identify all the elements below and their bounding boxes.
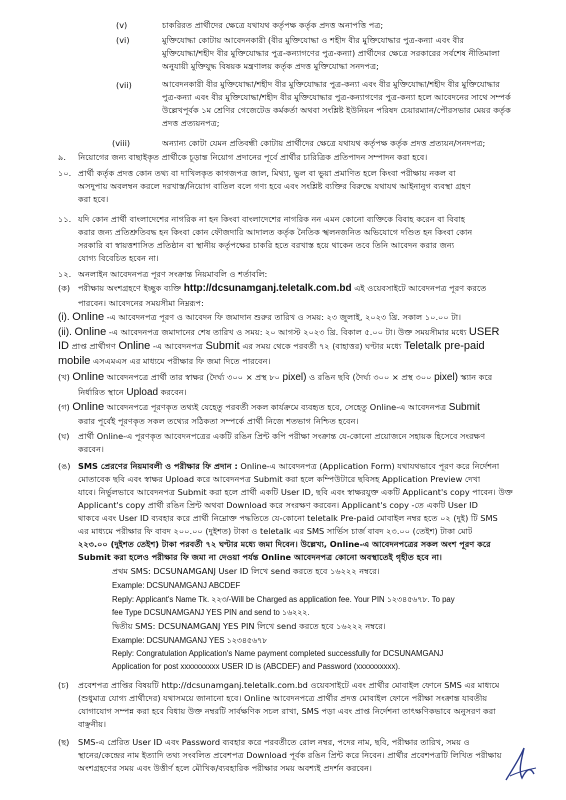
sec-ng-line7: ২২৩.০০ (দুইশত তেইশ) টাকা পরবর্তী ৭২ ঘণ্টার মধ্যে জমা দিবেন। উল্লেখ্য, Online-এ আবেদনপত্রের সকল অংশ পূরণ করে xyxy=(78,539,491,549)
first-sms: প্রথম SMS: DCSUNAMGANJ User ID লিখে send করতে হবে ১৬২২২ নম্বরে। xyxy=(112,566,380,576)
sec-chh-label: (ছ) xyxy=(58,737,70,747)
sec-kh-px2: pixel) xyxy=(434,372,458,383)
sec-k-ii-l2b: প্রাপ্ত প্রার্থীগণ xyxy=(71,341,116,351)
sec-ng-label: (ঙ) xyxy=(58,461,71,471)
sec-kh-l2a: নির্ধারিত স্থানে xyxy=(78,387,124,397)
sec-chh-line3: অংশগ্রহণের সময় এবং উত্তীর্ণ হলে মৌখিক/ব্যবহারিক পরীক্ষার সময় অবশ্যই প্রদর্শন করবেন। xyxy=(78,763,372,773)
sec-k-line1-pre: পরীক্ষায় অংশগ্রহণে ইচ্ছুক ব্যক্তি xyxy=(78,283,182,293)
item-vi-line2: মুক্তিযোদ্ধা/শহীদ বীর মুক্তিযোদ্ধার পুত্র-কন্যাগণের পুত্র-কন্যা) প্রার্থীদের ক্ষেত্রে সরকারের সর্বশেষ নীতিমালা xyxy=(162,48,500,58)
sec-ng-line3: যাবে। নির্ভুলভাবে আবেদনপত্র Submit করা হলে প্রার্থী একটি User ID, ছবি এবং স্বাক্ষরযুক্ত একটি Applicant's copy পাবেন। উক্ত xyxy=(78,487,513,497)
reply-2a: Reply: Congratulation Application's Name payment completed successfully for DCSUNAMGANJ xyxy=(112,649,444,658)
sec-kh-l1b: ও রঙিন ছবি (দৈর্ঘ্য ৩০০ × প্রস্থ ৩০০ xyxy=(309,372,432,382)
sec-g-submit: Submit xyxy=(448,402,480,413)
signature-mark xyxy=(500,740,540,788)
sec-k-line1-post: এই ওয়েবসাইটে আবেদনপত্র পূরণ করতে xyxy=(354,283,487,293)
sec-k-ii-id: ID xyxy=(58,341,69,352)
item-v-text: চাকরিরত প্রার্থীদের ক্ষেত্রে যথাযথ কর্তৃপক্ষ কর্তৃক প্রদত্ত অনাপত্তি পত্র; xyxy=(162,20,384,30)
item-vii-line4: প্রদত্ত প্রত্যয়নপত্র; xyxy=(162,118,220,128)
sec-kh-upload: Upload xyxy=(126,387,159,398)
sec-ch-line3: যোগাযোগ সম্পন্ন করা হবে বিধায় উক্ত নম্বরটি সার্বক্ষণিক সচল রাখা, SMS পড়া এবং প্রাপ্ত নির্দেশনা তাৎক্ষণিকভাবে অনুসরণ করা xyxy=(78,706,496,716)
sec-chh-line2: স্থানের/কেন্দ্রের নাম ইত্যাদি তথ্য সংবলিত প্রবেশপত্র Download পূর্বক রঙিন প্রিন্ট করে নিবেন। প্রার্থীর প্রবেশপত্রটি লিখিত পরীক্ষায় xyxy=(78,750,502,760)
sec-kh-px1: pixel) xyxy=(282,372,307,383)
sec-ng-heading: SMS প্রেরণের নিয়মাবলী ও পরীক্ষার ফি প্রদান : xyxy=(78,461,238,471)
item-11-label: ১১. xyxy=(58,214,72,224)
item-vii-label: (vii) xyxy=(116,80,132,90)
item-vi-label: (vi) xyxy=(116,35,130,45)
item-10-line3: করা হবে। xyxy=(78,194,109,204)
sec-g-label: (গ) xyxy=(58,402,70,412)
example-2: Example: DCSUNAMGANJ YES ১২৩৪৫৬৭৮ xyxy=(112,636,268,645)
reply-2b: Application for post xxxxxxxxxx USER ID is (ABCDEF) and Password (xxxxxxxxxx). xyxy=(112,662,401,671)
sec-k-i-text: -এ আবেদনপত্র পূরণ ও আবেদন ফি জমাদান শুরুর তারিখ ও সময়: ২৩ জুলাই, ২০২৩ খ্রি. সকাল ১০.০০ টা। xyxy=(106,312,462,322)
sec-k-ii-l2d: -এ আবেদনপত্র xyxy=(152,341,203,351)
item-v-label: (v) xyxy=(116,20,128,30)
sec-gh-l1: প্রার্থী Online-এ পূরণকৃত আবেদনপত্রের একটি রঙিন প্রিন্ট কপি পরীক্ষা সংক্রান্ত যে-কোনো প্রয়োজনে সহায়ক হিসেবে সংরক্ষণ xyxy=(78,431,486,441)
item-10-line1: প্রার্থী কর্তৃক প্রদত্ত কোন তথ্য বা দাখিলকৃত কাগজপত্র জাল, মিথ্যা, ভুল বা ভুয়া প্রমাণিত হলে কিংবা পরীক্ষায় নকল বা xyxy=(78,168,456,178)
item-vii-line1: আবেদনকারী বীর মুক্তিযোদ্ধা/শহীদ বীর মুক্তিযোদ্ধার পুত্র-কন্যা এবং বীর মুক্তিযোদ্ধা/শহীদ বীর মুক্তিযোদ্ধার xyxy=(162,79,500,89)
sec-k-ii-l3b: এসএমএস এর মাধ্যমে পরীক্ষার ফি জমা দিতে পারবেন। xyxy=(93,356,271,366)
example-1: Example: DCSUNAMGANJ ABCDEF xyxy=(112,581,241,590)
website-url[interactable]: http://dcsunamganj.teletalk.com.bd xyxy=(183,283,352,294)
sec-ng-line4: Applicant's copy প্রার্থী রঙিন প্রিন্ট অথবা Download করে সংরক্ষণ করবেন। Applicant's copy -তে একটি User ID xyxy=(78,500,478,510)
reply-1a: Reply: Applicant's Name Tk. ২২৩/-Will be Charged as application fee. Your PIN ১২৩৪৫৬৭৮. To pay xyxy=(112,595,455,604)
sec-kh-l1: আবেদনপত্রে প্রার্থী তার স্বাক্ষর (দৈর্ঘ্য ৩০০ × প্রস্থ ৮০ xyxy=(106,372,280,382)
sec-g-l1a: আবেদনপত্রে পূরণকৃত তথ্যই যেহেতু পরবর্তী সকল কার্যক্রমে ব্যবহৃত হবে, সেহেতু Online-এ আবেদনপত্র xyxy=(106,402,447,412)
sec-k-ii-l2c: Online xyxy=(118,341,151,352)
item-9-label: ৯. xyxy=(58,152,66,162)
sec-k-i-online: Online xyxy=(72,312,105,323)
sec-k-ii-l2f: এর সময় থেকে পরবর্তী ৭২ (বাহাত্তর) ঘণ্টার মধ্যে xyxy=(242,341,402,351)
item-vii-line2: পুত্র-কন্যা এবং বীর মুক্তিযোদ্ধা/শহীদ বীর মুক্তিযোদ্ধার পুত্র-কন্যাগণের পুত্র-কন্যা হলে আবেদনের সাথে সম্পর্ক xyxy=(162,92,511,102)
reply-1b: fee Type DCSUNAMGANJ YES PIN and send to ১৬২২২. xyxy=(112,608,310,617)
sec-ng-line1: Online-এ আবেদনপত্র (Application Form) যথাযথভাবে পূরণ করে নির্দেশনা xyxy=(240,461,500,471)
item-vi-line3: অনুযায়ী মুক্তিযুদ্ধ বিষয়ক মন্ত্রণালয় কর্তৃক প্রদত্ত মুক্তিযোদ্ধা সনদপত্র; xyxy=(162,61,379,71)
sec-gh-label: (ঘ) xyxy=(58,431,70,441)
sec-ng-line8: Submit করা হলেও পরীক্ষার ফি জমা না দেওয়া পর্যন্ত Online আবেদনপত্র কোনো অবস্থাতেই গৃহীত হবে না। xyxy=(78,552,442,562)
item-12-text: অনলাইন আবেদনপত্র পূরণ সংক্রান্ত নিয়মাবলি ও শর্তাবলি: xyxy=(78,269,268,279)
sec-ch-line1: প্রবেশপত্র প্রাপ্তির বিষয়টি http://dcsunamganj.teletalk.com.bd ওয়েবসাইটে এবং প্রার্থীর মোবাইল ফোনে SMS এর মাধ্যমে xyxy=(78,680,500,690)
sec-kh-online: Online xyxy=(72,372,105,383)
sec-kh-l2b: করবেন। xyxy=(160,387,187,397)
item-11-line2: করার জন্য প্রতিশ্রুতিবদ্ধ হন কিংবা কোন ফৌজদারি আদালত কর্তৃক নৈতিক স্খলনজনিত অভিযোগে দণ্ডিত হন কিংবা কোন xyxy=(78,227,473,237)
sec-ch-line4: বাঞ্ছনীয়। xyxy=(78,719,106,729)
sec-k-ii-userid: USER xyxy=(468,327,500,338)
item-viii-label: (viii) xyxy=(112,138,131,148)
sec-kh-label: (খ) xyxy=(58,372,70,382)
item-vi-line1: মুক্তিযোদ্ধা কোটায় আবেদনকারী (বীর মুক্তিযোদ্ধা ও শহীদ বীর মুক্তিযোদ্ধার পুত্র-কন্যা এবং বীর xyxy=(162,35,464,45)
second-sms: দ্বিতীয় SMS: DCSUNAMGANJ YES PIN লিখে send করতে হবে ১৬২২২ নম্বরে। xyxy=(112,621,386,631)
sec-k-ii-label: (ii). xyxy=(58,327,72,338)
item-viii-text: অন্যান্য কোটা যেমন প্রতিবন্ধী কোটায় প্রার্থীদের ক্ষেত্রে যথাযথ কর্তৃপক্ষ কর্তৃক প্রদত্ত প্রত্যয়ন/সনদপত্র; xyxy=(162,138,486,148)
sec-gh-l2: করবেন। xyxy=(78,444,104,454)
item-11-line3: সরকারি বা স্বায়ত্তশাসিত প্রতিষ্ঠান বা স্থানীয় কর্তৃপক্ষের চাকরি হতে বরখাস্ত হয়ে থাকেন তবে তিনি আবেদন করার জন্য xyxy=(78,240,455,250)
sec-g-online: Online xyxy=(72,402,105,413)
sec-ng-line6: এর মাধ্যমে পরীক্ষার ফি বাবদ ২০০.০০ (দুইশত) টাকা ও teletalk এর SMS সার্ভিস চার্জ বাবদ ২৩.০০ (তেইশ) টাকা মোট xyxy=(78,526,473,536)
item-10-line2: অসদুপায় অবলম্বন করলে দরখাস্ত/নিয়োগ বাতিল বলে গণ্য হবে এবং সংশ্লিষ্ট ব্যক্তির বিরুদ্ধে যথাযথ আইনানুগ ব্যবস্থা গ্রহণ xyxy=(78,181,471,191)
item-9-text: নিয়োগের জন্য বাছাইকৃত প্রার্থীকে চূড়ান্ত নিয়োগ প্রদানের পূর্বে প্রার্থীর চারিত্রিক প্রতিপাদন সম্পাদন করা হবে। xyxy=(78,152,428,162)
sec-ch-line2: (শুধুমাত্র যোগ্য প্রার্থীদের) যথাসময়ে জানানো হবে। Online আবেদনপত্রে প্রার্থীর প্রদত্ত মোবাইল ফোনে পরীক্ষা সংক্রান্ত যাবতীয় xyxy=(78,693,488,703)
sec-k-ii-l2e: Submit xyxy=(205,341,240,352)
sec-k-label: (ক) xyxy=(58,283,71,293)
sec-k-ii-text: -এ আবেদনপত্র জমাদানের শেষ তারিখ ও সময়: ২০ আগস্ট ২০২৩ খ্রি. বিকাল ৫.০০ টা। উক্ত সময়সীমার মধ্যে xyxy=(108,327,467,337)
item-vii-line3: উল্লেখপূর্বক ১ম শ্রেণির গেজেটেড কর্মকর্তা অথবা সংশ্লিষ্ট ইউনিয়ন পরিষদ চেয়ারম্যান/পৌরসভার মেয়র কর্তৃক xyxy=(162,105,511,115)
item-11-line1: যদি কোন প্রার্থী বাংলাদেশের নাগরিক না হন কিংবা বাংলাদেশের নাগরিক নন এমন কোনো ব্যক্তিকে বিবাহ করেন বা বিবাহ xyxy=(78,214,466,224)
item-11-line4: যোগ্য বিবেচিত হবেন না। xyxy=(78,253,159,263)
sec-k-ii-online: Online xyxy=(74,327,107,338)
sec-ch-label: (চ) xyxy=(58,680,69,690)
sec-k-i-label: (i). xyxy=(58,312,70,323)
item-10-label: ১০. xyxy=(58,168,72,178)
sec-ng-line2: মোতাবেক ছবি এবং স্বাক্ষর Upload করে আবেদনপত্র Submit করা হলে কম্পিউটারে ছবিসহ Application Preview দেখা xyxy=(78,474,481,484)
sec-g-l2: করার পূর্বেই পূরণকৃত সকল তথ্যের সঠিকতা সম্পর্কে প্রার্থী নিজে শতভাগ নিশ্চিত হবেন। xyxy=(78,416,359,426)
sec-k-ii-l3a: mobile xyxy=(58,356,91,367)
sec-ng-line5: থাকবে এবং User ID ব্যবহার করে প্রার্থী নিম্নোক্ত পদ্ধতিতে যে-কোনো teletalk Pre-paid মোবাইল নম্বর হতে ০২ (দুই) টি SMS xyxy=(78,513,498,523)
sec-k-ii-l2g: Teletalk pre-paid xyxy=(403,341,485,352)
sec-chh-line1: SMS-এ প্রেরিত User ID এবং Password ব্যবহার করে পরবর্তীতে রোল নম্বর, পদের নাম, ছবি, পরীক্ষার তারিখ, সময় ও xyxy=(78,737,470,747)
sec-kh-l1c: স্ক্যান করে xyxy=(460,372,493,382)
item-12-label: ১২. xyxy=(58,269,72,279)
sec-k-line2: পারবেন। আবেদনের সময়সীমা নিম্নরূপ: xyxy=(78,298,204,308)
